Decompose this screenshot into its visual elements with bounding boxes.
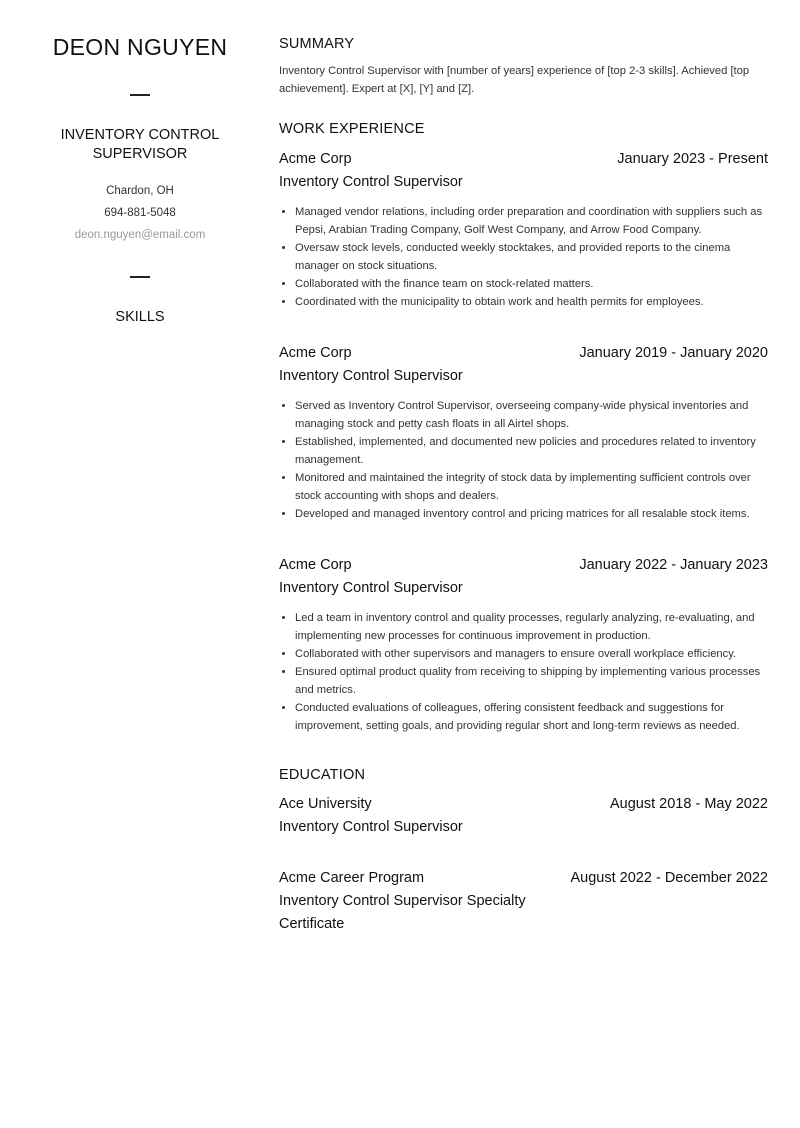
divider	[130, 276, 150, 278]
work-entry	[279, 554, 768, 735]
divider	[130, 94, 150, 96]
date-range: January 2023 - Present	[617, 151, 768, 167]
location-text: Chardon, OH	[106, 185, 174, 197]
main-content	[279, 0, 768, 936]
company-name: Acme Corp	[279, 557, 352, 573]
bullet-item: • Ensured optimal product quality from receiving to shipping by implementing various processes and metrics.	[295, 663, 768, 699]
candidate-title: INVENTORY CONTROL SUPERVISOR	[60, 127, 220, 162]
bullet-item: • Coordinated with the municipality to obtain work and health permits for employees.	[295, 293, 768, 311]
bullet-item: • Conducted evaluations of colleagues, offering consistent feedback and suggestions for improvement, setting goals, and providing regular short and long-term reviews as needed.	[295, 699, 768, 735]
bullet-item: • Established, implemented, and documented new policies and procedures related to inventory management.	[295, 433, 768, 469]
company-name: Acme Corp	[279, 151, 352, 167]
job-role: Inventory Control Supervisor	[279, 368, 463, 384]
candidate-name: DEON NGUYEN	[52, 34, 228, 60]
bullet-item: • Collaborated with the finance team on stock-related matters.	[295, 275, 768, 293]
sidebar	[30, 0, 250, 325]
work-entry	[279, 342, 768, 523]
company-name: Acme Corp	[279, 345, 352, 361]
bullet-item: • Monitored and maintained the integrity of stock data by implementing sufficient controls over stock accounting with shops and dealers.	[295, 469, 768, 505]
job-role: Inventory Control Supervisor	[279, 580, 463, 596]
bullet-list	[279, 609, 768, 735]
date-range: August 2018 - May 2022	[610, 796, 768, 812]
bullet-list	[279, 397, 768, 523]
summary-heading: SUMMARY	[279, 36, 355, 52]
degree-name: Inventory Control Supervisor	[279, 819, 463, 835]
degree-name: Inventory Control Supervisor Specialty Certificate	[279, 893, 526, 932]
bullet-item: • Managed vendor relations, including order preparation and coordination with suppliers such as Pepsi, Arabian Trading Company, Golf West Company, and Arrow Food Company.	[295, 203, 768, 239]
bullet-item: • Served as Inventory Control Supervisor, overseeing company-wide physical inventories and managing stock and petty cash floats in all Airtel shops.	[295, 397, 768, 433]
bullet-item: • Developed and managed inventory control and pricing matrices for all resalable stock items.	[295, 505, 768, 523]
school-name: Ace University	[279, 796, 372, 812]
bullet-item: • Collaborated with other supervisors and managers to ensure overall workplace efficiency.	[295, 645, 768, 663]
contact-block	[30, 180, 250, 246]
work-entry	[279, 148, 768, 311]
school-name: Acme Career Program	[279, 870, 425, 886]
email-link[interactable]: deon.nguyen@email.com	[74, 229, 206, 241]
date-range: January 2019 - January 2020	[579, 345, 768, 361]
bullet-list	[279, 203, 768, 311]
education-entry	[279, 867, 768, 936]
education-heading: EDUCATION	[279, 767, 366, 783]
job-role: Inventory Control Supervisor	[279, 174, 463, 190]
skills-heading: SKILLS	[115, 309, 165, 325]
bullet-item: • Oversaw stock levels, conducted weekly stocktakes, and provided reports to the cinema manager on stock situations.	[295, 239, 768, 275]
bullet-item: • Led a team in inventory control and quality processes, regularly analyzing, re-evaluating, and implementing new processes for continuous improvement in production.	[295, 609, 768, 645]
date-range: August 2022 - December 2022	[570, 870, 768, 886]
education-entry	[279, 793, 768, 838]
work-experience-heading: WORK EXPERIENCE	[279, 121, 425, 137]
summary-text: Inventory Control Supervisor with [number of years] experience of [top 2-3 skills]. Achieved [top achievement]. Expert at [X], [Y] and [Z].	[279, 65, 750, 95]
phone-text: 694-881-5048	[104, 207, 176, 219]
date-range: January 2022 - January 2023	[579, 557, 768, 573]
